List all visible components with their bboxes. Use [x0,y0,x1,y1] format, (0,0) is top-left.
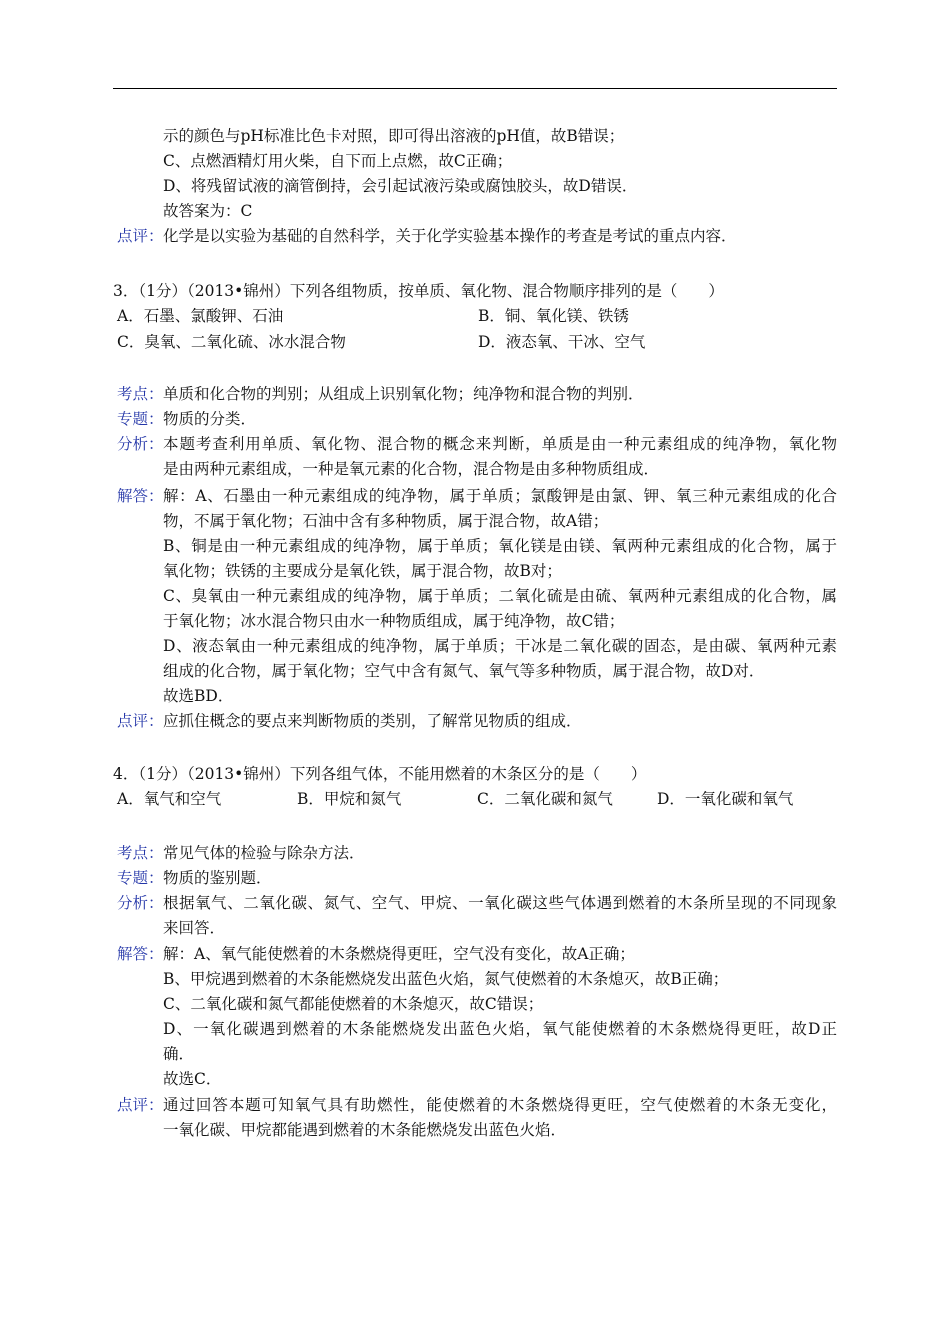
zhuanti-text: 物质的鉴别题． [163,869,272,887]
jieda-line: B、甲烷遇到燃着的木条能燃烧发出蓝色火焰，氮气使燃着的木条熄灭，故B正确； [163,970,729,988]
option-a: A．石墨、氯酸钾、石油 [117,307,284,325]
dianping-text: 应抓住概念的要点来判断物质的类别，了解常见物质的组成． [163,712,582,730]
dianping-label: 点评： [117,1096,164,1114]
fenxi-line: 来回答． [163,919,226,937]
option-b: B．甲烷和氮气 [297,790,402,808]
jieda-line: 故选BD． [163,687,234,705]
option-a: A．氧气和空气 [117,790,222,808]
fenxi-label: 分析： [117,894,164,912]
kaodian-text: 单质和化合物的判别；从组成上识别氧化物；纯净物和混合物的判别． [163,385,644,403]
answer-line: C、点燃酒精灯用火柴，自下而上点燃，故C正确； [163,152,513,170]
option-c: C．二氧化碳和氮气 [477,790,613,808]
jieda-line: D、液态氧由一种元素组成的纯净物，属于单质；干冰是二氧化碳的固态，是由碳、氧两种元素 [163,637,837,655]
jieda-line: C、臭氧由一种元素组成的纯净物，属于单质；二氧化硫是由硫、氧两种元素组成的化合物，属 [163,587,837,605]
jieda-line: 物，不属于氧化物；石油中含有多种物质，属于混合物，故A错； [163,512,609,530]
fenxi-line: 是由两种元素组成，一种是氧元素的化合物，混合物是由多种物质组成． [163,460,660,478]
zhuanti-label: 专题： [117,410,164,428]
answer-line: 故答案为：C [163,202,253,220]
option-d: D．一氧化碳和氧气 [657,790,794,808]
jieda-line: C、二氧化碳和氮气都能使燃着的木条熄灭，故C错误； [163,995,544,1013]
answer-line: 示的颜色与pH标准比色卡对照，即可得出溶液的pH值，故B错误； [163,127,625,145]
kaodian-label: 考点： [117,844,164,862]
option-b: B．铜、氧化镁、铁锈 [478,307,629,325]
jieda-line: 解：A、氧气能使燃着的木条燃烧得更旺，空气没有变化，故A正确； [163,945,635,963]
jieda-line: D、一氧化碳遇到燃着的木条能燃烧发出蓝色火焰，氧气能使燃着的木条燃烧得更旺，故D正 [163,1020,837,1038]
dianping-label: 点评： [117,712,164,730]
dianping-line: 一氧化碳、甲烷都能遇到燃着的木条能燃烧发出蓝色火焰． [163,1121,567,1139]
answer-line: D、将残留试液的滴管倒持，会引起试液污染或腐蚀胶头，故D错误． [163,177,638,195]
jieda-line: 确． [163,1045,195,1063]
jieda-line: 解：A、石墨由一种元素组成的纯净物，属于单质；氯酸钾是由氯、钾、氧三种元素组成的化合 [163,487,837,505]
question-stem: 3．（1分）（2013•锦州）下列各组物质，按单质、氧化物、混合物顺序排列的是（ ） [113,282,724,300]
jieda-line: B、铜是由一种元素组成的纯净物，属于单质；氧化镁是由镁、氧两种元素组成的化合物，属于 [163,537,837,555]
header-rule [113,88,837,89]
zhuanti-label: 专题： [117,869,164,887]
dianping-line: 通过回答本题可知氧气具有助燃性，能使燃着的木条燃烧得更旺，空气使燃着的木条无变化， [163,1096,837,1114]
option-c: C．臭氧、二氧化硫、冰水混合物 [117,333,346,351]
kaodian-text: 常见气体的检验与除杂方法． [163,844,365,862]
fenxi-label: 分析： [117,435,164,453]
jieda-label: 解答： [117,945,164,963]
question-stem: 4．（1分）（2013•锦州）下列各组气体，不能用燃着的木条区分的是（ ） [113,765,647,783]
option-d: D．液态氧、干冰、空气 [478,333,646,351]
fenxi-line: 根据氧气、二氧化碳、氮气、空气、甲烷、一氧化碳这些气体遇到燃着的木条所呈现的不同现象 [163,894,837,912]
jieda-line: 组成的化合物，属于氧化物；空气中含有氮气、氧气等多种物质，属于混合物，故D对． [163,662,765,680]
comment-text: 化学是以实验为基础的自然科学，关于化学实验基本操作的考查是考试的重点内容． [163,227,737,245]
kaodian-label: 考点： [117,385,164,403]
jieda-label: 解答： [117,487,164,505]
jieda-line: 故选C． [163,1070,222,1088]
fenxi-line: 本题考查利用单质、氧化物、混合物的概念来判断，单质是由一种元素组成的纯净物，氧化物 [163,435,837,453]
jieda-line: 氧化物；铁锈的主要成分是氧化铁，属于混合物，故B对； [163,562,562,580]
comment-label: 点评： [117,227,164,245]
zhuanti-text: 物质的分类． [163,410,257,428]
jieda-line: 于氧化物；冰水混合物只由水一种物质组成，属于纯净物，故C错； [163,612,625,630]
